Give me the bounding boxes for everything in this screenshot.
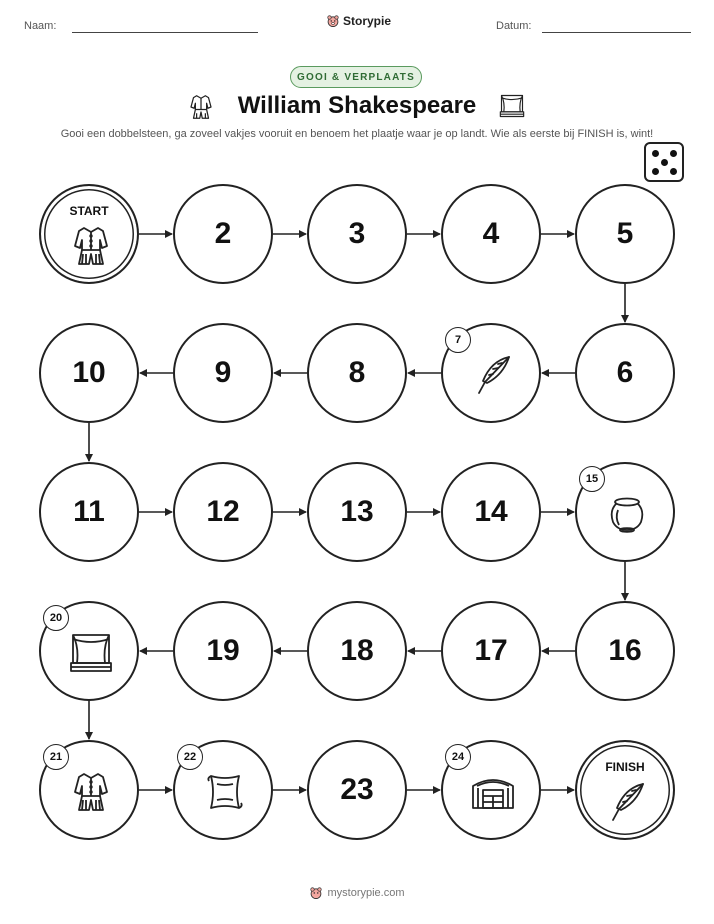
- space-number: 19: [206, 634, 240, 667]
- space-number-badge: 24: [445, 744, 471, 770]
- board-space-16: [575, 601, 675, 701]
- space-number: 5: [616, 217, 634, 250]
- doublet-icon: [67, 768, 115, 816]
- board-space-10: [39, 323, 139, 423]
- space-number-badge: 15: [579, 466, 605, 492]
- board-space-6: [575, 323, 675, 423]
- space-number: 12: [206, 495, 240, 528]
- quill-icon: [469, 351, 517, 399]
- space-number: 11: [73, 495, 105, 528]
- board-space-2: [173, 184, 273, 284]
- instructions: Gooi een dobbelsteen, ga zoveel vakjes vooruit en benoem het plaatje waar je op landt. Wie als eerste bij FINISH is, wint!: [60, 128, 654, 140]
- board-space-11: [39, 462, 139, 562]
- space-number: 9: [214, 356, 232, 389]
- space-number: 17: [474, 634, 508, 667]
- doublet-icon: [67, 222, 115, 270]
- board-space-23: [307, 740, 407, 840]
- space-number: 10: [72, 356, 106, 389]
- stage-icon: [67, 629, 115, 677]
- space-number: 3: [348, 217, 366, 250]
- quill-icon: [603, 778, 651, 826]
- pot-icon: [603, 490, 651, 538]
- scroll-icon: [201, 768, 249, 816]
- space-number-badge: 21: [43, 744, 69, 770]
- board-space-13: [307, 462, 407, 562]
- space-number-badge: 20: [43, 605, 69, 631]
- space-number-badge: 22: [177, 744, 203, 770]
- board-space-12: [173, 462, 273, 562]
- start-space: [39, 184, 139, 284]
- space-number: 8: [348, 356, 366, 389]
- game-type-pill: GOOI & VERPLAATS: [290, 66, 422, 88]
- space-number: 18: [340, 634, 374, 667]
- space-number: 13: [340, 495, 374, 528]
- space-number: 2: [214, 217, 232, 250]
- name-label: Naam:: [24, 20, 57, 32]
- space-number-badge: 7: [445, 327, 471, 353]
- finish-space: [575, 740, 675, 840]
- board-space-14: [441, 462, 541, 562]
- storypie-mascot-icon: [309, 886, 323, 900]
- start-label: START: [69, 204, 109, 218]
- brand-name: Storypie: [343, 14, 392, 28]
- space-number: 4: [482, 217, 500, 250]
- board-space-5: [575, 184, 675, 284]
- space-number: 16: [608, 634, 642, 667]
- date-label: Datum:: [496, 20, 532, 32]
- board-space-4: [441, 184, 541, 284]
- board-space-9: [173, 323, 273, 423]
- board-space-18: [307, 601, 407, 701]
- space-number: 23: [340, 773, 374, 806]
- board-space-17: [441, 601, 541, 701]
- footer-url: mystorypie.com: [327, 887, 405, 899]
- page-title: William Shakespeare: [237, 92, 477, 119]
- finish-label: FINISH: [605, 760, 645, 774]
- board-space-19: [173, 601, 273, 701]
- board-space-3: [307, 184, 407, 284]
- globe-theatre-icon: [469, 768, 517, 816]
- space-number: 6: [616, 356, 634, 389]
- space-number: 14: [474, 495, 508, 528]
- board-space-8: [307, 323, 407, 423]
- footer: [0, 886, 714, 900]
